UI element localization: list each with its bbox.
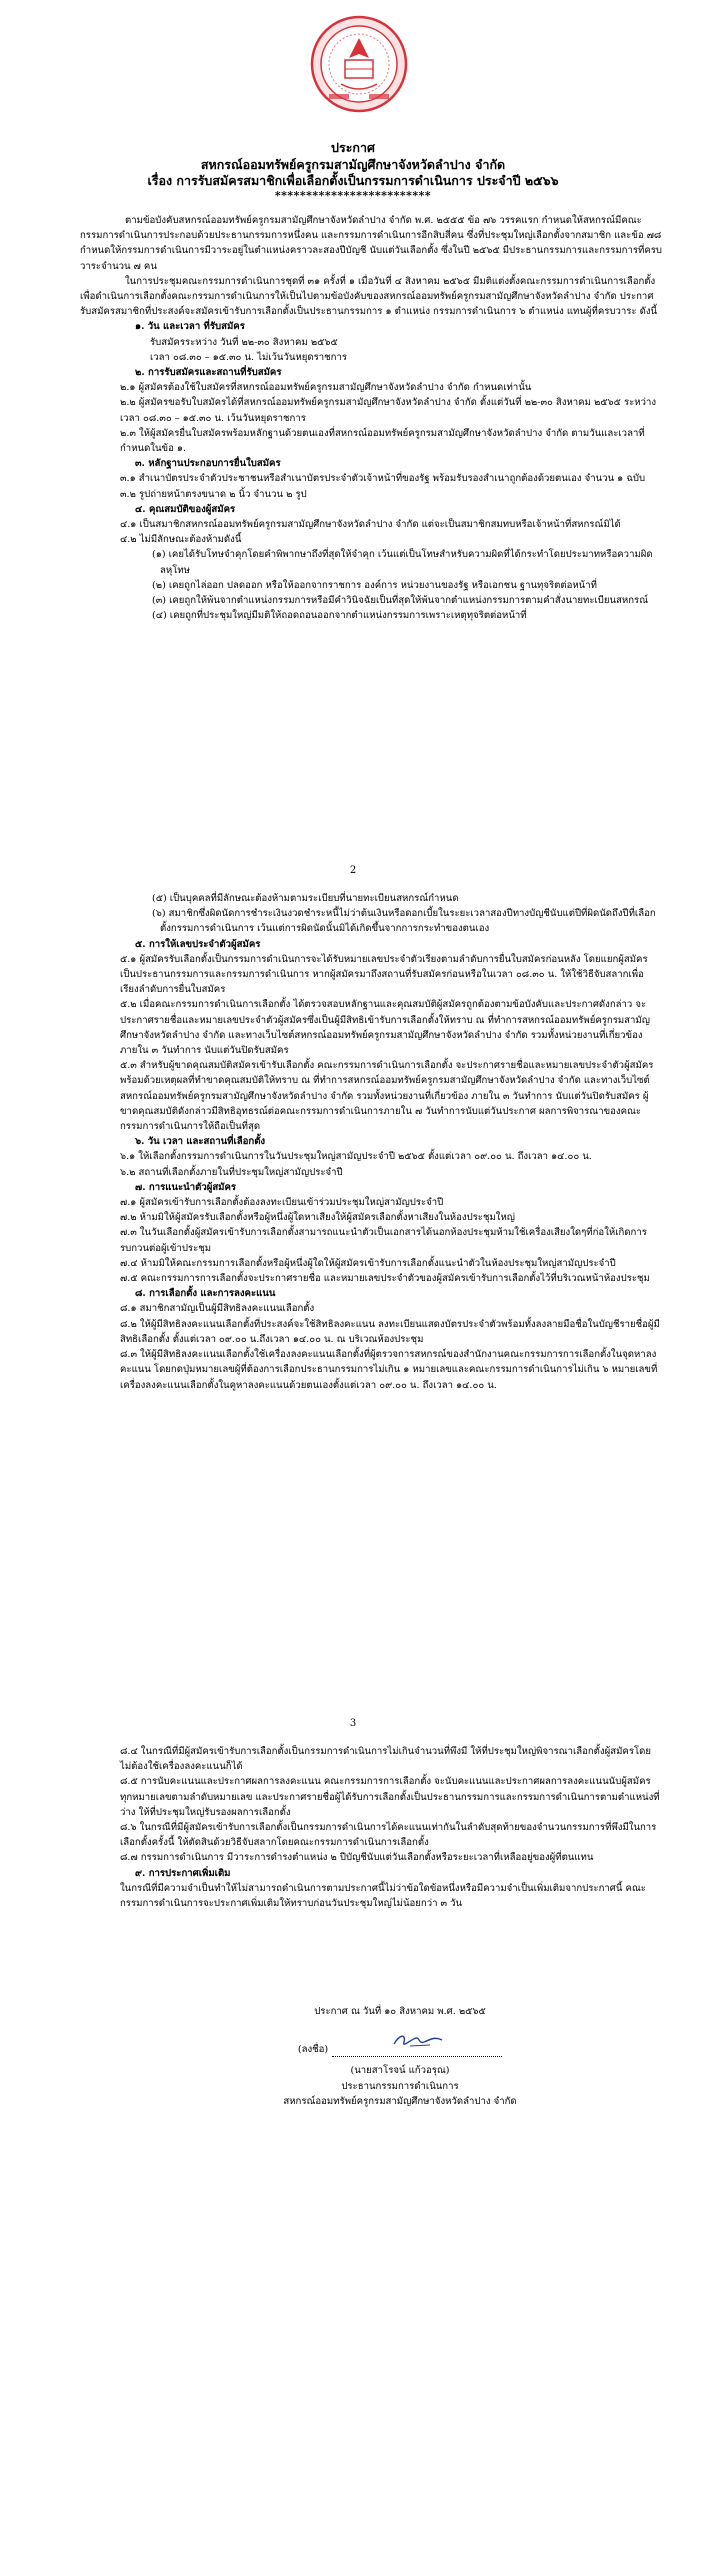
cooperative-seal-logo [309,14,409,114]
section-heading: ๓. หลักฐานประกอบการยื่นใบสมัคร [135,458,281,470]
announcement-title: ประกาศ [331,140,375,155]
paragraph: (๕) เป็นบุคคลที่มีลักษณะต้องห้ามตามระเบียบที่นายทะเบียนสหกรณ์กำหนด [152,893,459,904]
paragraph: ๘.๖ ในกรณีที่มีผู้สมัครเข้ารับการเลือกตั้งเป็นกรรมการดำเนินการได้คะแนนเท่ากันในลำดับสุดท้ายของจำนวนกรรมการที่พึงมีในการเลือกตั้งครั้งนี้ ให้ตัดสินด้วยวิธีจับสลากโดยคณะกรรมการดำเนินการเลือกตั้ง [120,1822,657,1849]
announcement-subject: เรื่อง การรับสมัครสมาชิกเพื่อเลือกตั้งเป็นกรรมการดำเนินการ ประจำปี ๒๕๖๖ [147,173,559,188]
section-heading: ๘. การเลือกตั้ง และการลงคะแนน [135,1288,276,1300]
document-page-3 [0,1706,706,2559]
sign-label: (ลงชื่อ) [297,2043,329,2055]
paragraph: (๒) เคยถูกไล่ออก ปลดออก หรือให้ออกจากราชการ องค์การ หน่วยงานของรัฐ หรือเอกชน ฐานทุจริตต่อหน้าที่ [152,579,597,591]
signer-organization: สหกรณ์ออมทรัพย์ครูกรมสามัญศึกษาจังหวัดลำปาง จำกัด [283,2096,517,2108]
paragraph: ๒.๓ ให้ผู้สมัครยื่นใบสมัครพร้อมหลักฐานด้วยตนเองที่สหกรณ์ออมทรัพย์ครูกรมสามัญศึกษาจังหวัดลำปาง จำกัด ตามวันและเวลาที่กำหนดในข้อ ๑. [120,427,645,455]
paragraph: ๓.๑ สำเนาบัตรประจำตัวประชาชนหรือสำเนาบัตรประจำตัวเจ้าหน้าที่ของรัฐ พร้อมรับรองสำเนาถูกต้องด้วยตนเอง จำนวน ๑ ฉบับ [120,473,646,485]
section-heading: ๔. คุณสมบัติของผู้สมัคร [135,503,236,515]
signature-block [220,2004,580,2110]
paragraph: ๖.๒ สถานที่เลือกตั้งภายในที่ประชุมใหญ่สามัญประจำปี [120,1166,343,1178]
signer-title: ประธานกรรมการดำเนินการ [341,2080,459,2092]
paragraph: ๓.๒ รูปถ่ายหน้าตรงขนาด ๒ นิ้ว จำนวน ๒ รูป [120,488,307,500]
paragraph: ๔.๒ ไม่มีลักษณะต้องห้ามดังนี้ [120,534,242,546]
announcement-date: ประกาศ ณ วันที่ ๑๐ สิงหาคม พ.ศ. ๒๕๖๕ [314,2006,486,2017]
section-heading: ๕. การให้เลขประจำตัวผู้สมัคร [135,938,261,950]
signer-name: (นายสาโรจน์ แก้วอรุณ) [350,2065,450,2077]
paragraph: ๒.๒ ผู้สมัครขอรับใบสมัครได้ที่สหกรณ์ออมทรัพย์ครูกรมสามัญศึกษาจังหวัดลำปาง จำกัด ตั้งแต่วันที่ ๒๒-๓๐ สิงหาคม ๒๕๖๕ ระหว่างเวลา ๐๘.๓๐ – ๑๕.๓๐ น. เว้นวันหยุดราชการ [120,397,657,424]
page-number: 3 [349,1718,357,1729]
section-heading: ๗. การแนะนำตัวผู้สมัคร [135,1181,237,1193]
paragraph: ๕.๒ เมื่อคณะกรรมการดำเนินการเลือกตั้ง ได้ตรวจสอบหลักฐานและคุณสมบัติผู้สมัครถูกต้องตามข้อบังคับและประกาศดังกล่าว จะประกาศรายชื่อและหมายเลขประจำตัวผู้สมัครซึ่งเป็นผู้มีสิทธิเข้ารับการเลือกตั้งให้ทราบ ณ ที่ทำการสหกรณ์ออมทรัพย์ครูกรมสามัญศึกษาจังหวัดลำปาง จำกัด และทางเว็บไซต์สหกรณ์ออมทรัพย์ครูกรมสามัญศึกษาจังหวัดลำปาง จำกัด รวมทั้งหน่วยงานที่เกี่ยวข้อง ภายใน ๓ วันทำการ นับแต่วันปิดรับสมัคร [120,999,650,1057]
paragraph: ๖.๑ ให้เลือกตั้งกรรมการดำเนินการในวันประชุมใหญ่สามัญประจำปี ๒๕๖๕ ตั้งแต่เวลา ๐๙.๐๐ น. ถึงเวลา ๑๔.๐๐ น. [120,1151,592,1163]
page-number: 2 [349,865,357,876]
paragraph: รับสมัครระหว่าง วันที่ ๒๒-๓๐ สิงหาคม ๒๕๖๕ [150,336,338,348]
section-heading: ๒. การรับสมัครและสถานที่รับสมัคร [135,367,282,379]
paragraph: ๘.๗ กรรมการดำเนินการ มีวาระการดำรงตำแหน่ง ๒ ปีบัญชีนับแต่วันเลือกตั้งหรือระยะเวลาที่เหลืออยู่ของผู้ที่ตนแทน [120,1852,594,1864]
paragraph: ๗.๑ ผู้สมัครเข้ารับการเลือกตั้งต้องลงทะเบียนเข้าร่วมประชุมใหญ่สามัญประจำปี [120,1197,444,1209]
paragraph: (๖) สมาชิกซึ่งผิดนัดการชำระเงินงวดชำระหนี้ไม่ว่าต้นเงินหรือดอกเบี้ยในระยะเวลาสองปีทางบัญชีนับแต่ปีที่ผิดนัดถึงปีที่เลือกตั้งกรรมการดำเนินการ เว้นแต่การผิดนัดนั้นมิได้เกิดขึ้นจากการกระทำของตนเอง [152,908,656,935]
paragraph: ๗.๕ คณะกรรมการการเลือกตั้งจะประกาศรายชื่อ และหมายเลขประจำตัวของผู้สมัครเข้ารับการเลือกตั้งไว้ที่บริเวณหน้าห้องประชุม [120,1273,650,1285]
paragraph: ๘.๑ สมาชิกสามัญเป็นผู้มีสิทธิลงคะแนนเลือกตั้ง [120,1303,315,1315]
paragraph: ๘.๕ การนับคะแนนและประกาศผลการลงคะแนน คณะกรรมการการเลือกตั้ง จะนับคะแนนและประกาศผลการลงคะแนนนับผู้สมัครทุกหมายเลขตามลำดับหมายเลข และประกาศรายชื่อผู้ได้รับการเลือกตั้งเป็นประธานกรรมการและกรรมการดำเนินการตามตำแหน่งที่ว่าง ให้ที่ประชุมใหญ่รับรองผลการเลือกตั้ง [120,1776,660,1818]
paragraph: เวลา ๐๘.๓๐ – ๑๕.๓๐ น. ไม่เว้นวันหยุดราชการ [150,351,348,363]
paragraph: ๔.๑ เป็นสมาชิกสหกรณ์ออมทรัพย์ครูกรมสามัญศึกษาจังหวัดลำปาง จำกัด แต่จะเป็นสมาชิกสมทบหรือเจ้าหน้าที่สหกรณ์มิได้ [120,519,621,531]
signature-line [220,2042,580,2058]
paragraph: (๓) เคยถูกให้พ้นจากตำแหน่งกรรมการหรือมีคำวินิจฉัยเป็นที่สุดให้พ้นจากตำแหน่งกรรมการตามคำสั่งนายทะเบียนสหกรณ์ [152,595,649,607]
paragraph: ๗.๔ ห้ามมิให้คณะกรรมการเลือกตั้งหรือผู้หนึ่งผู้ใดให้ผู้สมัครเข้ารับการเลือกตั้งแนะนำตัวในห้องประชุมใหญ่สามัญประจำปี [120,1257,616,1269]
paragraph: ๗.๓ ในวันเลือกตั้งผู้สมัครเข้ารับการเลือกตั้งสามารถแนะนำตัวเป็นเอกสารได้นอกห้องประชุมห้ามใช้เครื่องเสียงใดๆที่ก่อให้เกิดการรบกวนต่อผู้เข้าประชุม [120,1227,647,1254]
paragraph: ๒.๑ ผู้สมัครต้องใช้ใบสมัครที่สหกรณ์ออมทรัพย์ครูกรมสามัญศึกษาจังหวัดลำปาง จำกัด กำหนดเท่านั้น [120,382,532,394]
paragraph: ๕.๑ ผู้สมัครรับเลือกตั้งเป็นกรรมการดำเนินการจะได้รับหมายเลขประจำตัวเรียงตามลำดับการยื่นใบสมัครก่อนหลัง โดยแยกผู้สมัครเป็นประธานกรรมการและกรรมการดำเนินการ หากผู้สมัครมาถึงสถานที่รับสมัครก่อนหรือในเวลา ๐๘.๓๐ น. ให้ใช้วิธีจับสลากเพื่อเรียงลำดับการยื่นใบสมัคร [120,953,648,996]
page-3-body [80,1744,662,1911]
paragraph: ๕.๓ สำหรับผู้ขาดคุณสมบัติสมัครเข้ารับเลือกตั้ง คณะกรรมการดำเนินการเลือกตั้ง จะประกาศรายชื่อและหมายเลขประจำตัวผู้สมัครพร้อมด้วยเหตุผลที่ทำขาดคุณสมบัติให้ทราบ ณ ที่ทำการสหกรณ์ออมทรัพย์ครูกรมสามัญศึกษาจังหวัดลำปาง จำกัด และทางเว็บไซต์สหกรณ์ออมทรัพย์ครูกรมสามัญศึกษาจังหวัดลำปาง จำกัด รวมทั้งหน่วยงานที่เกี่ยวข้อง ภายใน ๓ วันทำการ นับแต่วันปิดรับสมัคร ผู้ขาดคุณสมบัติดังกล่าวมีสิทธิอุทธรณ์ต่อคณะกรรมการดำเนินการภายใน ๗ วันทำการนับแต่วันประกาศ ผลการพิจารณาของคณะกรรมการดำเนินการให้ถือเป็นที่สุด [120,1060,654,1133]
section-heading: ๙. การประกาศเพิ่มเติม [135,1867,231,1879]
paragraph: ตามข้อบังคับสหกรณ์ออมทรัพย์ครูกรมสามัญศึกษาจังหวัดลำปาง จำกัด พ.ศ. ๒๕๕๕ ข้อ ๗๖ วรรคแรก กำหนดให้สหกรณ์มีคณะกรรมการดำเนินการประกอบด้วยประธานกรรมการหนึ่งคน และกรรมการดำเนินการอีกสิบสี่คน ซึ่งที่ประชุมใหญ่เลือกตั้งจากสมาชิก และข้อ ๗๘ กำหนดให้กรรมการดำเนินการมีวาระอยู่ในตำแหน่งคราวละสองปีบัญชี นับแต่วันเลือกตั้ง ซึ่งในปี ๒๕๖๕ มีประธานกรรมการและกรรมการที่ครบวาระจำนวน ๗ คน [80,215,663,272]
section-heading: ๖. วัน เวลา และสถานที่เลือกตั้ง [135,1136,266,1148]
title-divider: ************************* [274,189,432,202]
page-1-body [80,213,662,623]
document-page-2 [0,853,706,1706]
paragraph: ๘.๒ ให้ผู้มีสิทธิลงคะแนนเลือกตั้งที่ประสงค์จะใช้สิทธิลงคะแนน ลงทะเบียนแสดงบัตรประจำตัวพร้อมทั้งลงลายมือชื่อในบัญชีรายชื่อผู้มีสิทธิเลือกตั้ง ตั้งแต่เวลา ๐๙.๐๐ น.ถึงเวลา ๑๔.๐๐ น. ณ บริเวณห้องประชุม [120,1318,660,1345]
document-page-1 [0,0,706,853]
page-2-body [80,891,662,1393]
paragraph: ๗.๒ ห้ามมิให้ผู้สมัครรับเลือกตั้งหรือผู้หนึ่งผู้ใดหาเสียงให้ผู้สมัครเลือกตั้งหาเสียงในห้องประชุมใหญ่ [120,1212,515,1224]
paragraph: ในกรณีที่มีความจำเป็นทำให้ไม่สามารถดำเนินการตามประกาศนี้ไม่ว่าข้อใดข้อหนึ่งหรือมีความจำเป็นเพิ่มเติมจากประกาศนี้ คณะกรรมการดำเนินการจะประกาศเพิ่มเติมให้ทราบก่อนวันประชุมใหญ่ไม่น้อยกว่า ๓ วัน [120,1882,646,1910]
section-heading: ๑. วัน และเวลา ที่รับสมัคร [135,321,245,333]
paragraph: (๑) เคยได้รับโทษจำคุกโดยคำพิพากษาถึงที่สุดให้จำคุก เว้นแต่เป็นโทษสำหรับความผิดที่ได้กระทำโดยประมาทหรือความผิดลหุโทษ [152,549,653,576]
paragraph: ในการประชุมคณะกรรมการดำเนินการชุดที่ ๓๑ ครั้งที่ ๑ เมื่อวันที่ ๔ สิงหาคม ๒๕๖๕ มีมติแต่งตั้งคณะกรรมการดำเนินการเลือกตั้งเพื่อดำเนินการเลือกตั้งคณะกรรมการดำเนินการให้เป็นไปตามข้อบังคับของสหกรณ์ออมทรัพย์ครูกรมสามัญศึกษาจังหวัดลำปาง จำกัด ประกาศรับสมัครสมาชิกที่ประสงค์จะสมัครเข้ารับการเลือกตั้งเป็นประธานกรรมการ ๑ ตำแหน่ง กรรมการดำเนินการ ๖ ตำแหน่ง แทนผู้ที่ครบวาระ ดังนี้ [80,275,658,318]
organization-name: สหกรณ์ออมทรัพย์ครูกรมสามัญศึกษาจังหวัดลำปาง จำกัด [200,157,506,172]
signature-dotted-line [332,2044,502,2057]
handwritten-signature [390,2030,450,2052]
paragraph: ๘.๓ ให้ผู้มีสิทธิลงคะแนนเลือกตั้งใช้เครื่องลงคะแนนเลือกตั้งที่ผู้ตรวจการสหกรณ์ของสำนักงานคณะกรรมการการเลือกตั้งในจุดหาลงคะแนน โดยกดปุ่มหมายเลขผู้ที่ต้องการเลือกประธานกรรมการไม่เกิน ๑ หมายเลขและคณะกรรมการดำเนินการไม่เกิน ๖ หมายเลขที่เครื่องลงคะแนนเลือกตั้งในคูหาลงคะแนนด้วยตนเองตั้งแต่เวลา ๐๙.๐๐ น. ถึงเวลา ๑๔.๐๐ น. [120,1349,658,1391]
paragraph: ๘.๔ ในกรณีที่มีผู้สมัครเข้ารับการเลือกตั้งเป็นกรรมการดำเนินการไม่เกินจำนวนที่พึงมี ให้ที่ประชุมใหญ่พิจารณาเลือกตั้งผู้สมัครโดยไม่ต้องใช้เครื่องลงคะแนนก็ได้ [120,1746,651,1773]
paragraph: (๔) เคยถูกที่ประชุมใหญ่มีมติให้ถอดถอนออกจากตำแหน่งกรรมการเพราะเหตุทุจริตต่อหน้าที่ [152,610,527,622]
